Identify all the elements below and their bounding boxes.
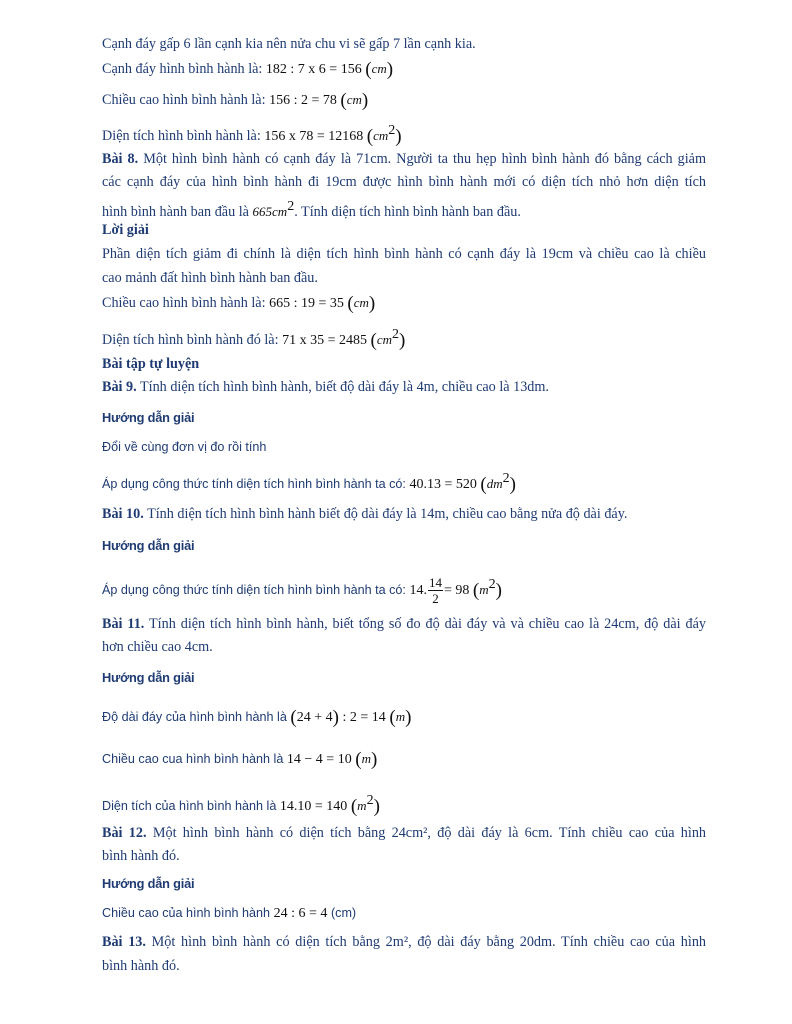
text-line: Cạnh đáy gấp 6 lần cạnh kia nên nửa chu vi sẽ gấp 7 lần cạnh kia. [102, 36, 476, 52]
guide-heading: Hướng dẫn giải [102, 538, 195, 553]
problem-statement: bình hành đó. [102, 848, 180, 864]
guide-heading: Hướng dẫn giải [102, 876, 195, 891]
guide-text: Áp dụng công thức tính diện tích hình bình hành ta có: 40.13 = 520 $(dm^2)$ [102, 471, 516, 495]
solution-text: cao mảnh đất hình bình hành ban đầu. [102, 270, 318, 286]
guide-text: Áp dụng công thức tính diện tích hình bình hành ta có: 14. $\frac{14}{2}$ = 98 $(m^2)$ [102, 575, 502, 607]
problem-statement: Bài 9. Tính diện tích hình bình hành, biết độ dài đáy là 4m, chiều cao là 13dm. [102, 379, 549, 395]
problem-statement: Bài 11. Tính diện tích hình bình hành, biết tổng số đo độ dài đáy và và chiều cao là 24cm, độ dài đáy [102, 616, 706, 632]
guide-heading: Hướng dẫn giải [102, 670, 195, 685]
guide-text: Đổi về cùng đơn vị đo rồi tính [102, 440, 267, 454]
problem-statement: Bài 8. Một hình bình hành có cạnh đáy là 71cm. Người ta thu hẹp hình bình hành đó bằng cách giảm [102, 151, 707, 167]
guide-text: Chiều cao của hình bình hành 24 : 6 = 4 (cm) [102, 906, 357, 921]
section-title: Bài tập tự luyện [102, 356, 200, 372]
guide-text: Chiều cao cua hình bình hành là 14 − 4 = 10 (m) [102, 749, 378, 770]
guide-text: Độ dài đáy của hình bình hành là (24 + 4) : 2 = 14 (m) [102, 707, 412, 728]
text-line: Cạnh đáy hình bình hành là: 182 : 7 x 6 = 156 (cm) [102, 59, 394, 80]
solution-heading: Lời giải [102, 222, 149, 238]
fraction: $\frac{14}{2}$ [428, 575, 442, 607]
problem-statement: bình hành đó. [102, 958, 180, 974]
problem-statement: Bài 10. Tính diện tích hình bình hành biết độ dài đáy là 14m, chiều cao bằng nửa độ dài đáy. [102, 506, 628, 522]
text-line: Chiều cao hình bình hành là: 156 : 2 = 78 (cm) [102, 90, 369, 111]
solution-text: Diện tích hình bình hành đó là: 71 x 35 = 2485 $(cm^2)$ [102, 327, 406, 351]
guide-heading: Hướng dẫn giải [102, 410, 195, 425]
problem-statement: hơn chiều cao 4cm. [102, 639, 213, 655]
solution-text: Chiều cao hình bình hành là: 665 : 19 = 35 (cm) [102, 293, 376, 314]
problem-statement: các cạnh đáy của hình bình hành đi 19cm được hình bình hành mới có diện tích nhỏ hơn diện tích [102, 174, 706, 190]
problem-statement: Bài 13. Một hình bình hành có diện tích bằng 2m², độ dài đáy bằng 20dm. Tính chiều cao của hình [102, 934, 707, 950]
text-line: Diện tích hình bình hành là: 156 x 78 = 12168 $(cm^2)$ [102, 123, 402, 147]
problem-statement: Bài 12. Một hình bình hành có diện tích bằng 24cm², độ dài đáy là 6cm. Tính chiều cao của hình [102, 825, 707, 841]
problem-statement: hình bình hành ban đầu là $665cm^2$. Tính diện tích hình bình hành ban đầu. [102, 199, 521, 220]
solution-text: Phần diện tích giảm đi chính là diện tích hình bình hành có cạnh đáy là 19cm và chiều cao là chiều [102, 246, 706, 262]
guide-text: Diện tích của hình bình hành là 14.10 = 140 $(m^2)$ [102, 793, 380, 817]
